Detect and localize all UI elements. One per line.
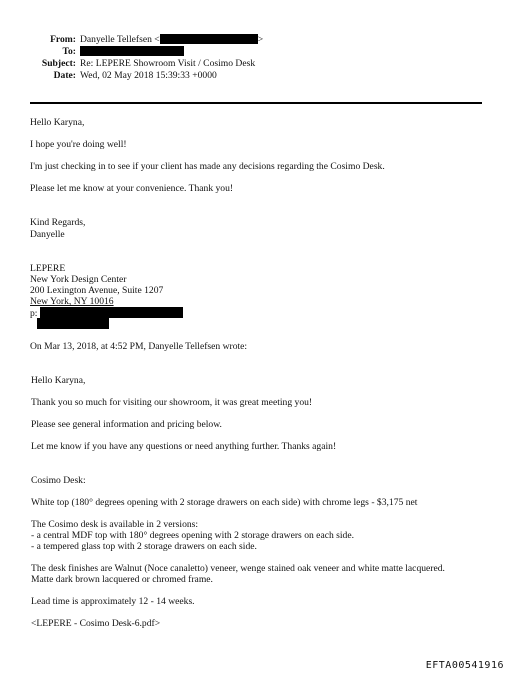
version-1: - a central MDF top with 180° degrees opening with 2 storage drawers on each side. (31, 530, 355, 541)
versions-intro: The Cosimo desk is available in 2 versions: (31, 519, 199, 530)
lead-time: Lead time is approximately 12 - 14 weeks. (31, 596, 195, 607)
white-top-price: White top (180° degrees opening with 2 storage drawers on each side) with chrome legs - $3,175 net (31, 497, 418, 508)
phone-label: p: (30, 308, 38, 319)
quoted-info: Please see general information and pricing below. (31, 419, 222, 430)
header-divider (30, 102, 482, 104)
from-close: > (257, 34, 264, 45)
signature-city: New York, NY 10016 (30, 296, 114, 307)
date-row (18, 70, 318, 82)
version-2: - a tempered glass top with 2 storage drawers on each side. (31, 541, 257, 552)
date-label: Date: (53, 70, 76, 81)
body-line-3: Please let me know at your convenience. Thank you! (30, 183, 234, 194)
desk-heading: Cosimo Desk: (31, 475, 86, 486)
to-label: To: (62, 46, 76, 57)
quoted-greeting: Hello Karyna, (31, 375, 86, 386)
finishes-line-2: Matte dark brown lacquered or chromed frame. (31, 574, 213, 585)
body-line-1: I hope you're doing well! (30, 139, 127, 150)
subject-text: Re: LEPERE Showroom Visit / Cosimo Desk (80, 58, 256, 69)
attachment-link[interactable]: <LEPERE - Cosimo Desk-6.pdf> (31, 618, 161, 629)
date-text: Wed, 02 May 2018 15:39:33 +0000 (80, 70, 217, 81)
to-row (18, 46, 318, 58)
signature-company: LEPERE (30, 263, 66, 274)
from-label: From: (50, 34, 76, 45)
document-id: EFTA00541916 (425, 660, 504, 671)
finishes-line-1: The desk finishes are Walnut (Noce canaletto) veneer, wenge stained oak veneer and white matte lacquered. (31, 563, 445, 574)
quoted-thanks: Thank you so much for visiting our showroom, it was great meeting you! (31, 397, 313, 408)
redaction-box (40, 307, 183, 318)
redaction-box (37, 318, 109, 329)
from-name: Danyelle Tellefsen < (80, 34, 160, 45)
greeting: Hello Karyna, (30, 117, 85, 128)
closing: Kind Regards, (30, 217, 86, 228)
redaction-box (160, 34, 258, 44)
redaction-box (80, 46, 184, 56)
signature-center: New York Design Center (30, 274, 127, 285)
body-line-2: I'm just checking in to see if your client has made any decisions regarding the Cosimo Desk. (30, 161, 385, 172)
subject-row (18, 58, 318, 70)
subject-label: Subject: (41, 58, 76, 69)
email-header (18, 34, 318, 82)
signature-street: 200 Lexington Avenue, Suite 1207 (30, 285, 164, 296)
quote-attribution: On Mar 13, 2018, at 4:52 PM, Danyelle Tellefsen wrote: (30, 341, 248, 352)
quoted-questions: Let me know if you have any questions or need anything further. Thanks again! (31, 441, 337, 452)
signoff: Danyelle (30, 229, 65, 240)
from-row (18, 34, 318, 46)
